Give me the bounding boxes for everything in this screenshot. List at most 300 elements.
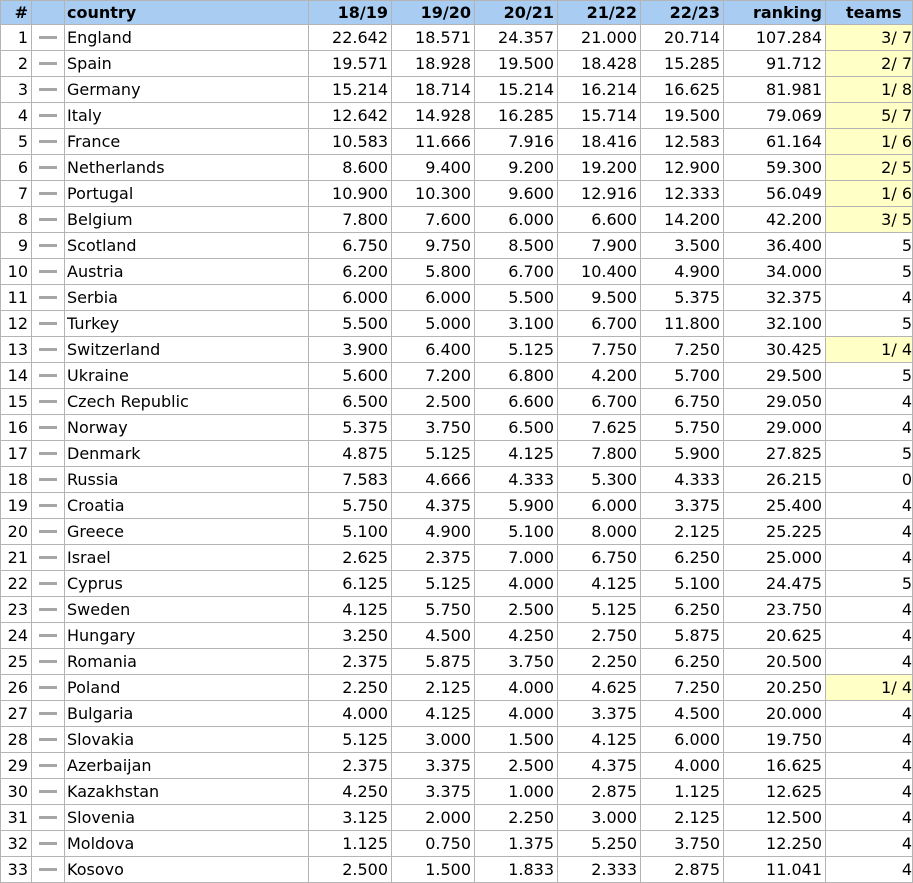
- season-21-22-cell: 2.333: [558, 857, 641, 883]
- movement-cell: [32, 285, 65, 311]
- country-cell: Portugal: [65, 181, 309, 207]
- movement-cell: [32, 649, 65, 675]
- row-number: 24: [1, 623, 32, 649]
- season-19-20-cell: 3.750: [392, 415, 475, 441]
- dash-icon: [39, 140, 57, 143]
- dash-icon: [39, 790, 57, 793]
- ranking-cell: 20.250: [724, 675, 826, 701]
- ranking-cell: 36.400: [724, 233, 826, 259]
- season-19-20-cell: 5.875: [392, 649, 475, 675]
- season-19-20-cell: 18.714: [392, 77, 475, 103]
- table-row: [1, 285, 913, 311]
- dash-icon: [39, 816, 57, 819]
- table-row: [1, 77, 913, 103]
- table-row: [1, 675, 913, 701]
- header-ranking[interactable]: ranking: [724, 1, 826, 25]
- season-20-21-cell: 16.285: [475, 103, 558, 129]
- ranking-cell: 25.225: [724, 519, 826, 545]
- dash-icon: [39, 712, 57, 715]
- season-20-21-cell: 6.000: [475, 207, 558, 233]
- dash-icon: [39, 218, 57, 221]
- teams-cell: 5/ 7: [826, 103, 913, 129]
- season-20-21-cell: 6.500: [475, 415, 558, 441]
- season-22-23-cell: 12.333: [641, 181, 724, 207]
- season-20-21-cell: 9.200: [475, 155, 558, 181]
- table-row: [1, 415, 913, 441]
- season-20-21-cell: 6.800: [475, 363, 558, 389]
- country-cell: Serbia: [65, 285, 309, 311]
- season-18-19-cell: 6.125: [309, 571, 392, 597]
- season-18-19-cell: 1.125: [309, 831, 392, 857]
- ranking-cell: 11.041: [724, 857, 826, 883]
- season-19-20-cell: 6.400: [392, 337, 475, 363]
- teams-cell: 4: [826, 779, 913, 805]
- season-22-23-cell: 4.333: [641, 467, 724, 493]
- row-number: 1: [1, 25, 32, 51]
- season-20-21-cell: 1.000: [475, 779, 558, 805]
- teams-cell: 0: [826, 467, 913, 493]
- row-number: 33: [1, 857, 32, 883]
- dash-icon: [39, 166, 57, 169]
- table-row: [1, 181, 913, 207]
- season-21-22-cell: 5.125: [558, 597, 641, 623]
- season-19-20-cell: 4.500: [392, 623, 475, 649]
- dash-icon: [39, 114, 57, 117]
- table-row: [1, 519, 913, 545]
- season-22-23-cell: 7.250: [641, 337, 724, 363]
- movement-cell: [32, 519, 65, 545]
- season-18-19-cell: 12.642: [309, 103, 392, 129]
- teams-cell: 5: [826, 259, 913, 285]
- season-19-20-cell: 2.375: [392, 545, 475, 571]
- season-19-20-cell: 5.125: [392, 571, 475, 597]
- season-22-23-cell: 3.750: [641, 831, 724, 857]
- season-20-21-cell: 7.000: [475, 545, 558, 571]
- season-20-21-cell: 5.900: [475, 493, 558, 519]
- teams-cell: 4: [826, 805, 913, 831]
- season-20-21-cell: 5.125: [475, 337, 558, 363]
- movement-cell: [32, 857, 65, 883]
- teams-cell: 2/ 5: [826, 155, 913, 181]
- season-19-20-cell: 18.571: [392, 25, 475, 51]
- dash-icon: [39, 322, 57, 325]
- table-row: [1, 649, 913, 675]
- table-row: [1, 727, 913, 753]
- season-19-20-cell: 4.900: [392, 519, 475, 545]
- season-18-19-cell: 19.571: [309, 51, 392, 77]
- teams-cell: 4: [826, 285, 913, 311]
- season-21-22-cell: 7.625: [558, 415, 641, 441]
- season-22-23-cell: 5.100: [641, 571, 724, 597]
- season-18-19-cell: 10.900: [309, 181, 392, 207]
- ranking-cell: 25.000: [724, 545, 826, 571]
- dash-icon: [39, 400, 57, 403]
- teams-cell: 4: [826, 623, 913, 649]
- season-21-22-cell: 6.000: [558, 493, 641, 519]
- dash-icon: [39, 374, 57, 377]
- country-cell: Ukraine: [65, 363, 309, 389]
- ranking-cell: 81.981: [724, 77, 826, 103]
- season-20-21-cell: 2.250: [475, 805, 558, 831]
- header-teams[interactable]: teams: [826, 1, 913, 25]
- header-country[interactable]: country: [65, 1, 309, 25]
- movement-cell: [32, 701, 65, 727]
- season-21-22-cell: 7.800: [558, 441, 641, 467]
- season-21-22-cell: 18.416: [558, 129, 641, 155]
- teams-cell: 3/ 5: [826, 207, 913, 233]
- table-row: [1, 311, 913, 337]
- season-18-19-cell: 3.125: [309, 805, 392, 831]
- header-19-20[interactable]: 19/20: [392, 1, 475, 25]
- season-19-20-cell: 3.375: [392, 779, 475, 805]
- season-21-22-cell: 12.916: [558, 181, 641, 207]
- season-21-22-cell: 10.400: [558, 259, 641, 285]
- season-22-23-cell: 6.250: [641, 597, 724, 623]
- country-cell: Netherlands: [65, 155, 309, 181]
- country-cell: Hungary: [65, 623, 309, 649]
- table-row: [1, 25, 913, 51]
- season-18-19-cell: 4.000: [309, 701, 392, 727]
- season-20-21-cell: 4.000: [475, 571, 558, 597]
- teams-cell: 4: [826, 727, 913, 753]
- dash-icon: [39, 62, 57, 65]
- season-19-20-cell: 6.000: [392, 285, 475, 311]
- row-number: 28: [1, 727, 32, 753]
- season-18-19-cell: 4.875: [309, 441, 392, 467]
- season-18-19-cell: 22.642: [309, 25, 392, 51]
- teams-cell: 4: [826, 415, 913, 441]
- teams-cell: 1/ 6: [826, 129, 913, 155]
- season-18-19-cell: 10.583: [309, 129, 392, 155]
- season-21-22-cell: 4.375: [558, 753, 641, 779]
- ranking-cell: 12.500: [724, 805, 826, 831]
- table-row: [1, 597, 913, 623]
- movement-cell: [32, 727, 65, 753]
- season-18-19-cell: 5.100: [309, 519, 392, 545]
- season-18-19-cell: 3.900: [309, 337, 392, 363]
- row-number: 3: [1, 77, 32, 103]
- row-number: 19: [1, 493, 32, 519]
- ranking-cell: 79.069: [724, 103, 826, 129]
- teams-cell: 2/ 7: [826, 51, 913, 77]
- season-20-21-cell: 15.214: [475, 77, 558, 103]
- teams-cell: 1/ 4: [826, 337, 913, 363]
- table-row: [1, 51, 913, 77]
- season-22-23-cell: 5.875: [641, 623, 724, 649]
- season-20-21-cell: 4.125: [475, 441, 558, 467]
- season-18-19-cell: 15.214: [309, 77, 392, 103]
- season-20-21-cell: 3.100: [475, 311, 558, 337]
- movement-cell: [32, 259, 65, 285]
- ranking-cell: 12.625: [724, 779, 826, 805]
- season-22-23-cell: 6.250: [641, 649, 724, 675]
- table-row: [1, 701, 913, 727]
- country-cell: Italy: [65, 103, 309, 129]
- season-19-20-cell: 5.750: [392, 597, 475, 623]
- season-19-20-cell: 9.750: [392, 233, 475, 259]
- row-number: 31: [1, 805, 32, 831]
- season-19-20-cell: 5.000: [392, 311, 475, 337]
- season-20-21-cell: 24.357: [475, 25, 558, 51]
- table-row: [1, 545, 913, 571]
- dash-icon: [39, 582, 57, 585]
- dash-icon: [39, 608, 57, 611]
- country-cell: Germany: [65, 77, 309, 103]
- movement-cell: [32, 805, 65, 831]
- dash-icon: [39, 426, 57, 429]
- season-20-21-cell: 1.833: [475, 857, 558, 883]
- season-18-19-cell: 4.125: [309, 597, 392, 623]
- header-22-23[interactable]: 22/23: [641, 1, 724, 25]
- table-row: [1, 467, 913, 493]
- season-22-23-cell: 5.750: [641, 415, 724, 441]
- season-18-19-cell: 2.375: [309, 753, 392, 779]
- season-20-21-cell: 4.333: [475, 467, 558, 493]
- season-22-23-cell: 11.800: [641, 311, 724, 337]
- season-22-23-cell: 3.500: [641, 233, 724, 259]
- header-20-21[interactable]: 20/21: [475, 1, 558, 25]
- ranking-cell: 19.750: [724, 727, 826, 753]
- country-cell: Scotland: [65, 233, 309, 259]
- movement-cell: [32, 831, 65, 857]
- teams-cell: 1/ 6: [826, 181, 913, 207]
- season-19-20-cell: 4.375: [392, 493, 475, 519]
- row-number: 8: [1, 207, 32, 233]
- season-22-23-cell: 19.500: [641, 103, 724, 129]
- season-22-23-cell: 2.125: [641, 519, 724, 545]
- movement-cell: [32, 103, 65, 129]
- teams-cell: 5: [826, 571, 913, 597]
- ranking-cell: 29.000: [724, 415, 826, 441]
- season-22-23-cell: 5.900: [641, 441, 724, 467]
- header-row: [1, 1, 913, 25]
- table-row: [1, 103, 913, 129]
- dash-icon: [39, 842, 57, 845]
- season-19-20-cell: 18.928: [392, 51, 475, 77]
- ranking-cell: 61.164: [724, 129, 826, 155]
- movement-cell: [32, 779, 65, 805]
- season-18-19-cell: 6.200: [309, 259, 392, 285]
- country-cell: Slovakia: [65, 727, 309, 753]
- season-20-21-cell: 1.375: [475, 831, 558, 857]
- season-21-22-cell: 8.000: [558, 519, 641, 545]
- season-20-21-cell: 4.250: [475, 623, 558, 649]
- season-18-19-cell: 3.250: [309, 623, 392, 649]
- country-cell: France: [65, 129, 309, 155]
- country-cell: England: [65, 25, 309, 51]
- country-cell: Bulgaria: [65, 701, 309, 727]
- row-number: 22: [1, 571, 32, 597]
- table-row: [1, 753, 913, 779]
- row-number: 6: [1, 155, 32, 181]
- row-number: 18: [1, 467, 32, 493]
- dash-icon: [39, 244, 57, 247]
- country-cell: Sweden: [65, 597, 309, 623]
- ranking-cell: 20.625: [724, 623, 826, 649]
- season-22-23-cell: 1.125: [641, 779, 724, 805]
- season-18-19-cell: 7.583: [309, 467, 392, 493]
- country-cell: Denmark: [65, 441, 309, 467]
- season-21-22-cell: 4.625: [558, 675, 641, 701]
- season-20-21-cell: 5.100: [475, 519, 558, 545]
- header-21-22[interactable]: 21/22: [558, 1, 641, 25]
- season-22-23-cell: 6.000: [641, 727, 724, 753]
- dash-icon: [39, 88, 57, 91]
- movement-cell: [32, 311, 65, 337]
- dash-icon: [39, 36, 57, 39]
- season-21-22-cell: 6.700: [558, 311, 641, 337]
- dash-icon: [39, 530, 57, 533]
- row-number: 2: [1, 51, 32, 77]
- season-18-19-cell: 6.500: [309, 389, 392, 415]
- season-22-23-cell: 15.285: [641, 51, 724, 77]
- country-cell: Azerbaijan: [65, 753, 309, 779]
- season-21-22-cell: 21.000: [558, 25, 641, 51]
- movement-cell: [32, 51, 65, 77]
- season-18-19-cell: 8.600: [309, 155, 392, 181]
- season-22-23-cell: 3.375: [641, 493, 724, 519]
- teams-cell: 5: [826, 441, 913, 467]
- season-21-22-cell: 4.200: [558, 363, 641, 389]
- season-20-21-cell: 7.916: [475, 129, 558, 155]
- ranking-cell: 34.000: [724, 259, 826, 285]
- season-21-22-cell: 4.125: [558, 571, 641, 597]
- country-cell: Poland: [65, 675, 309, 701]
- season-18-19-cell: 2.500: [309, 857, 392, 883]
- movement-cell: [32, 441, 65, 467]
- season-21-22-cell: 2.875: [558, 779, 641, 805]
- season-18-19-cell: 2.250: [309, 675, 392, 701]
- season-22-23-cell: 2.875: [641, 857, 724, 883]
- row-number: 23: [1, 597, 32, 623]
- movement-cell: [32, 181, 65, 207]
- dash-icon: [39, 660, 57, 663]
- teams-cell: 3/ 7: [826, 25, 913, 51]
- row-number: 11: [1, 285, 32, 311]
- country-cell: Greece: [65, 519, 309, 545]
- table-body: [1, 25, 913, 883]
- country-cell: Spain: [65, 51, 309, 77]
- ranking-cell: 32.100: [724, 311, 826, 337]
- season-21-22-cell: 6.750: [558, 545, 641, 571]
- teams-cell: 5: [826, 363, 913, 389]
- dash-icon: [39, 296, 57, 299]
- season-21-22-cell: 15.714: [558, 103, 641, 129]
- row-number: 30: [1, 779, 32, 805]
- season-18-19-cell: 5.600: [309, 363, 392, 389]
- row-number: 9: [1, 233, 32, 259]
- teams-cell: 4: [826, 389, 913, 415]
- season-21-22-cell: 3.375: [558, 701, 641, 727]
- movement-cell: [32, 233, 65, 259]
- season-19-20-cell: 2.125: [392, 675, 475, 701]
- season-21-22-cell: 2.250: [558, 649, 641, 675]
- season-18-19-cell: 5.750: [309, 493, 392, 519]
- ranking-cell: 29.500: [724, 363, 826, 389]
- movement-cell: [32, 675, 65, 701]
- season-20-21-cell: 4.000: [475, 675, 558, 701]
- season-21-22-cell: 6.700: [558, 389, 641, 415]
- season-20-21-cell: 1.500: [475, 727, 558, 753]
- season-22-23-cell: 12.583: [641, 129, 724, 155]
- teams-cell: 4: [826, 545, 913, 571]
- season-19-20-cell: 3.375: [392, 753, 475, 779]
- season-19-20-cell: 2.000: [392, 805, 475, 831]
- ranking-cell: 32.375: [724, 285, 826, 311]
- country-cell: Slovenia: [65, 805, 309, 831]
- dash-icon: [39, 504, 57, 507]
- country-cell: Turkey: [65, 311, 309, 337]
- movement-cell: [32, 155, 65, 181]
- country-cell: Switzerland: [65, 337, 309, 363]
- season-22-23-cell: 6.750: [641, 389, 724, 415]
- ranking-cell: 16.625: [724, 753, 826, 779]
- table-row: [1, 831, 913, 857]
- row-number: 15: [1, 389, 32, 415]
- season-22-23-cell: 4.900: [641, 259, 724, 285]
- table-row: [1, 493, 913, 519]
- season-19-20-cell: 5.125: [392, 441, 475, 467]
- teams-cell: 4: [826, 519, 913, 545]
- teams-cell: 4: [826, 597, 913, 623]
- movement-cell: [32, 337, 65, 363]
- row-number: 17: [1, 441, 32, 467]
- table-row: [1, 233, 913, 259]
- season-22-23-cell: 14.200: [641, 207, 724, 233]
- row-number: 21: [1, 545, 32, 571]
- season-20-21-cell: 2.500: [475, 753, 558, 779]
- country-cell: Czech Republic: [65, 389, 309, 415]
- row-number: 27: [1, 701, 32, 727]
- country-cell: Croatia: [65, 493, 309, 519]
- country-cell: Kazakhstan: [65, 779, 309, 805]
- country-cell: Norway: [65, 415, 309, 441]
- movement-cell: [32, 493, 65, 519]
- country-cell: Cyprus: [65, 571, 309, 597]
- ranking-cell: 42.200: [724, 207, 826, 233]
- season-19-20-cell: 10.300: [392, 181, 475, 207]
- row-number: 4: [1, 103, 32, 129]
- ranking-cell: 26.215: [724, 467, 826, 493]
- movement-cell: [32, 597, 65, 623]
- season-20-21-cell: 19.500: [475, 51, 558, 77]
- season-18-19-cell: 6.000: [309, 285, 392, 311]
- row-number: 26: [1, 675, 32, 701]
- season-21-22-cell: 5.300: [558, 467, 641, 493]
- table-row: [1, 363, 913, 389]
- season-20-21-cell: 2.500: [475, 597, 558, 623]
- movement-cell: [32, 389, 65, 415]
- header-18-19[interactable]: 18/19: [309, 1, 392, 25]
- dash-icon: [39, 270, 57, 273]
- country-cell: Moldova: [65, 831, 309, 857]
- season-20-21-cell: 4.000: [475, 701, 558, 727]
- teams-cell: 1/ 8: [826, 77, 913, 103]
- header-num[interactable]: #: [1, 1, 32, 25]
- table-row: [1, 389, 913, 415]
- season-21-22-cell: 7.750: [558, 337, 641, 363]
- ranking-cell: 27.825: [724, 441, 826, 467]
- season-20-21-cell: 3.750: [475, 649, 558, 675]
- dash-icon: [39, 686, 57, 689]
- movement-cell: [32, 753, 65, 779]
- row-number: 12: [1, 311, 32, 337]
- teams-cell: 5: [826, 311, 913, 337]
- season-19-20-cell: 11.666: [392, 129, 475, 155]
- season-19-20-cell: 4.125: [392, 701, 475, 727]
- ranking-cell: 30.425: [724, 337, 826, 363]
- country-cell: Romania: [65, 649, 309, 675]
